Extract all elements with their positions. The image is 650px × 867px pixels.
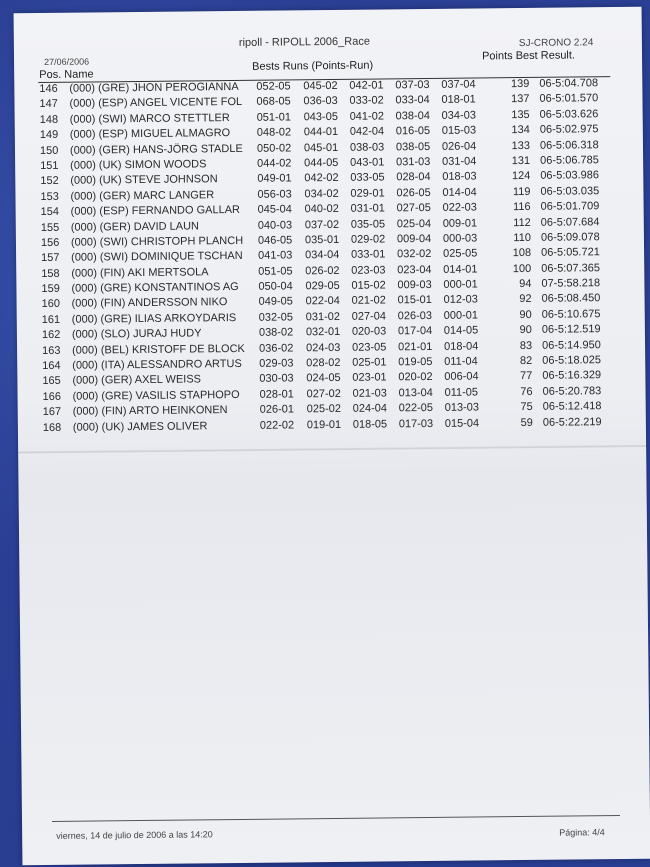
- cell-name: (000) (FIN) AKI MERTSOLA: [71, 265, 209, 280]
- cell-run-4: 009-04: [396, 232, 432, 246]
- cell-points: 59: [520, 416, 533, 429]
- cell-points: 90: [519, 324, 532, 337]
- cell-best-result: 06-5:05.721: [541, 246, 600, 260]
- cell-run-3: 015-02: [351, 279, 386, 292]
- cell-best-result: 06-5:12.519: [541, 323, 601, 337]
- cell-run-4: 025-04: [396, 217, 432, 230]
- cell-run-1: 056-03: [257, 188, 292, 201]
- cell-run-3: 033-05: [350, 171, 385, 185]
- cell-run-1: 026-01: [259, 403, 295, 416]
- cell-run-2: 034-02: [304, 187, 339, 201]
- cell-run-3: 038-03: [349, 140, 385, 154]
- cell-name: (000) (ESP) MIGUEL ALMAGRO: [69, 127, 231, 141]
- cell-run-5: 014-04: [442, 186, 477, 199]
- cell-run-3: 021-02: [351, 294, 386, 308]
- cell-best-result: 06-5:02.975: [539, 123, 599, 136]
- cell-position: 167: [42, 406, 62, 419]
- cell-run-3: 024-04: [352, 402, 388, 415]
- cell-run-1: 052-05: [256, 80, 291, 93]
- cell-run-4: 022-05: [398, 402, 434, 415]
- cell-run-3: 033-02: [349, 94, 384, 108]
- cell-run-5: 000-03: [442, 232, 478, 245]
- cell-run-1: 050-02: [256, 141, 292, 155]
- cell-name: (000) (GER) MARC LANGER: [70, 188, 215, 203]
- cell-run-4: 016-05: [395, 125, 431, 138]
- cell-best-result: 06-5:01.570: [539, 92, 599, 106]
- cell-name: (000) (GRE) VASILIS STAPHOPO: [72, 388, 240, 403]
- cell-position: 154: [40, 205, 60, 219]
- cell-points: 77: [520, 370, 533, 383]
- cell-best-result: 06-5:04.708: [539, 77, 599, 90]
- cell-points: 108: [512, 247, 532, 260]
- cell-best-result: 06-5:08.450: [541, 292, 601, 306]
- cell-name: (000) (ESP) ANGEL VICENTE FOL: [69, 96, 243, 111]
- cell-points: 92: [519, 293, 532, 306]
- cell-name: (000) (FIN) ANDERSSON NIKO: [71, 296, 228, 311]
- cell-run-2: 034-04: [305, 249, 340, 262]
- cell-position: 151: [40, 159, 59, 172]
- cell-run-4: 013-04: [398, 386, 433, 400]
- cell-run-2: 036-03: [303, 95, 338, 108]
- cell-name: (000) (GER) HANS-JÖRG STADLE: [69, 142, 243, 157]
- cell-run-4: 033-04: [395, 94, 430, 107]
- cell-run-2: 045-01: [303, 141, 339, 154]
- cell-points: 94: [519, 277, 532, 291]
- cell-best-result: 06-5:03.035: [540, 184, 600, 198]
- cell-run-2: 042-02: [304, 172, 339, 185]
- cell-best-result: 06-5:06.785: [540, 154, 599, 167]
- page-number: Página: 4/4: [559, 827, 605, 838]
- cell-position: 156: [40, 236, 60, 249]
- cell-position: 150: [39, 144, 59, 157]
- cell-run-2: 028-02: [306, 356, 341, 370]
- cell-run-5: 009-01: [442, 216, 478, 230]
- cell-points: 90: [519, 308, 532, 321]
- cell-run-2: 044-05: [304, 156, 339, 170]
- cell-run-3: 023-01: [352, 371, 387, 385]
- cell-run-1: 040-03: [257, 218, 293, 232]
- cell-run-4: 026-05: [396, 186, 431, 200]
- cell-run-2: 024-03: [306, 341, 341, 354]
- cell-run-3: 035-05: [350, 217, 386, 231]
- cell-run-5: 018-03: [442, 170, 477, 184]
- cell-run-2: 026-02: [305, 264, 340, 277]
- cell-name: (000) (SWI) CHRISTOPH PLANCH: [70, 234, 244, 249]
- cell-run-1: 022-02: [259, 418, 295, 432]
- cell-run-1: 045-04: [257, 203, 292, 216]
- cell-run-3: 018-05: [352, 418, 388, 431]
- cell-points: 110: [513, 231, 531, 244]
- cell-run-1: 028-01: [259, 388, 294, 401]
- cell-points: 112: [513, 216, 531, 229]
- cell-position: 159: [41, 282, 60, 296]
- cell-best-result: 06-5:20.783: [542, 384, 602, 398]
- cell-best-result: 06-5:06.318: [539, 138, 599, 152]
- cell-run-2: 040-02: [304, 203, 339, 216]
- cell-run-4: 017-04: [397, 325, 433, 338]
- paper-fold: [18, 445, 646, 455]
- cell-run-1: 068-05: [256, 95, 291, 109]
- cell-run-5: 015-03: [441, 124, 477, 138]
- cell-points: 100: [512, 262, 532, 275]
- cell-run-5: 014-01: [443, 263, 478, 276]
- cell-run-5: 011-04: [444, 355, 478, 368]
- cell-points: 134: [511, 124, 530, 137]
- cell-best-result: 06-5:18.025: [542, 354, 602, 367]
- cell-name: (000) (SWI) MARCO STETTLER: [69, 111, 230, 126]
- cell-position: 155: [40, 221, 60, 234]
- cell-name: (000) (GRE) JHON PEROGIANNA: [69, 80, 239, 95]
- cell-run-4: 023-04: [397, 263, 432, 276]
- cell-run-2: 029-05: [305, 279, 340, 293]
- cell-run-3: 033-01: [351, 248, 386, 262]
- cell-run-1: 041-03: [258, 249, 293, 263]
- cell-run-3: 023-03: [351, 264, 386, 277]
- cell-best-result: 06-5:16.329: [542, 369, 602, 383]
- cell-run-1: 030-03: [259, 372, 294, 386]
- cell-run-4: 019-05: [398, 355, 433, 369]
- cell-run-3: 021-03: [352, 387, 387, 400]
- cell-position: 164: [42, 359, 61, 373]
- cell-run-2: 045-02: [303, 79, 338, 93]
- cell-run-2: 027-02: [306, 387, 341, 401]
- cell-run-5: 018-01: [441, 93, 476, 107]
- cell-run-5: 000-01: [443, 278, 478, 291]
- cell-position: 168: [42, 421, 62, 434]
- cell-run-3: 029-01: [350, 187, 385, 200]
- cell-run-4: 020-02: [398, 371, 433, 384]
- cell-run-5: 012-03: [443, 293, 478, 307]
- cell-points: 116: [513, 201, 531, 214]
- cell-run-5: 026-04: [441, 140, 477, 153]
- cell-name: (000) (GER) DAVID LAUN: [70, 219, 200, 234]
- cell-name: (000) (BEL) KRISTOFF DE BLOCK: [72, 342, 245, 357]
- results-table: [39, 77, 623, 437]
- cell-position: 152: [40, 175, 59, 188]
- cell-run-5: 006-04: [444, 370, 479, 384]
- cell-best-result: 06-5:07.684: [540, 215, 600, 229]
- cell-name: (000) (UK) JAMES OLIVER: [72, 419, 208, 434]
- cell-run-3: 029-02: [350, 233, 386, 246]
- cell-position: 153: [40, 190, 59, 203]
- cell-run-3: 042-04: [349, 125, 385, 138]
- cell-name: (000) (ITA) ALESSANDRO ARTUS: [72, 357, 242, 372]
- cell-run-4: 028-04: [396, 171, 431, 184]
- cell-position: 162: [41, 329, 61, 342]
- cell-run-5: 037-04: [441, 78, 476, 91]
- software-version: SJ-CRONO 2.24: [518, 37, 594, 50]
- cell-run-5: 015-04: [444, 417, 480, 430]
- cell-run-1: 046-05: [257, 234, 293, 247]
- cell-run-1: 051-05: [258, 265, 293, 278]
- cell-run-2: 035-01: [304, 233, 340, 247]
- cell-position: 163: [42, 344, 61, 357]
- cell-points: 137: [511, 93, 530, 106]
- cell-run-2: 025-02: [306, 403, 342, 416]
- cell-run-1: 029-03: [259, 357, 294, 370]
- cell-run-2: 032-01: [305, 326, 341, 339]
- document-date: 27/06/2006: [44, 56, 90, 67]
- cell-run-3: 031-01: [350, 202, 385, 215]
- cell-run-1: 036-02: [259, 342, 294, 355]
- cell-run-1: 050-04: [258, 280, 293, 293]
- cell-run-1: 038-02: [258, 326, 294, 340]
- cell-name: (000) (GRE) KONSTANTINOS AG: [71, 281, 239, 295]
- cell-run-5: 000-01: [443, 309, 479, 322]
- cell-points: 76: [520, 385, 533, 398]
- cell-run-4: 031-03: [396, 155, 431, 169]
- cell-best-result: 07-5:58.218: [541, 277, 601, 290]
- cell-run-1: 049-05: [258, 295, 293, 309]
- print-timestamp: viernes, 14 de julio de 2006 a las 14:20: [56, 829, 213, 841]
- cell-points: 133: [511, 139, 531, 152]
- cell-best-result: 06-5:03.626: [539, 107, 599, 121]
- cell-position: 149: [39, 129, 59, 142]
- cell-best-result: 06-5:03.986: [540, 169, 600, 183]
- cell-name: (000) (UK) STEVE JOHNSON: [70, 173, 218, 188]
- cell-best-result: 06-5:09.078: [540, 231, 600, 244]
- cell-run-5: 022-03: [442, 201, 477, 214]
- cell-run-4: 026-03: [397, 309, 433, 323]
- cell-run-3: 025-01: [352, 356, 387, 369]
- cell-run-2: 031-02: [305, 310, 341, 324]
- document-title: ripoll - RIPOLL 2006_Race: [238, 35, 370, 49]
- cell-run-4: 038-04: [395, 109, 430, 123]
- cell-run-4: 032-02: [397, 248, 432, 261]
- cell-run-4: 038-05: [395, 140, 431, 153]
- results-sheet: [14, 7, 650, 866]
- cell-name: (000) (UK) SIMON WOODS: [70, 158, 207, 172]
- cell-run-4: 017-03: [398, 417, 434, 430]
- cell-position: 157: [41, 252, 60, 265]
- cell-run-5: 018-04: [444, 340, 479, 353]
- cell-position: 146: [39, 82, 58, 96]
- cell-best-result: 06-5:12.418: [542, 400, 602, 413]
- cell-best-result: 06-5:10.675: [541, 308, 601, 321]
- cell-run-3: 041-02: [349, 110, 384, 123]
- cell-run-3: 027-04: [351, 310, 387, 323]
- cell-run-2: 043-05: [303, 110, 338, 124]
- cell-run-5: 013-03: [444, 401, 480, 415]
- footer-divider: [52, 815, 620, 822]
- cell-points: 139: [510, 77, 530, 91]
- cell-name: (000) (ESP) FERNANDO GALLAR: [70, 204, 241, 218]
- cell-position: 158: [41, 267, 60, 280]
- cell-points: 131: [511, 154, 531, 168]
- cell-name: (000) (SLO) JURAJ HUDY: [71, 327, 202, 341]
- cell-run-4: 027-05: [396, 202, 431, 215]
- cell-run-2: 022-04: [305, 295, 340, 308]
- cell-position: 165: [42, 375, 61, 388]
- cell-run-2: 037-02: [304, 218, 340, 231]
- cell-position: 147: [39, 98, 58, 111]
- cell-run-3: 043-01: [350, 156, 385, 169]
- cell-run-2: 044-01: [303, 126, 339, 139]
- cell-name: (000) (GRE) ILIAS ARKOYDARIS: [71, 311, 237, 326]
- cell-run-2: 024-05: [306, 372, 341, 385]
- cell-best-result: 06-5:01.709: [540, 200, 600, 213]
- cell-name: (000) (GER) AXEL WEISS: [72, 373, 202, 388]
- cell-run-3: 020-03: [351, 325, 387, 339]
- cell-best-result: 06-5:07.365: [541, 261, 601, 275]
- column-header-pos-name: Pos. Name: [39, 68, 94, 82]
- cell-run-3: 042-01: [349, 79, 384, 92]
- cell-points: 75: [520, 401, 533, 414]
- cell-run-5: 025-05: [443, 247, 478, 261]
- cell-run-5: 034-03: [441, 109, 476, 122]
- cell-points: 83: [519, 339, 533, 352]
- cell-run-1: 048-02: [256, 126, 292, 139]
- cell-run-1: 044-02: [257, 157, 292, 170]
- cell-best-result: 06-5:14.950: [542, 338, 601, 352]
- column-header-points-best: Points Best Result.: [481, 49, 576, 63]
- cell-points: 82: [519, 354, 533, 368]
- cell-position: 160: [41, 298, 61, 311]
- cell-run-3: 023-05: [352, 341, 387, 354]
- cell-run-4: 009-03: [397, 279, 432, 292]
- column-header-bests-runs: Bests Runs (Points-Run): [252, 59, 374, 73]
- cell-run-4: 037-03: [395, 78, 430, 92]
- cell-run-1: 049-01: [257, 172, 292, 186]
- cell-points: 124: [511, 170, 531, 183]
- cell-name: (000) (SWI) DOMINIQUE TSCHAN: [71, 250, 243, 265]
- cell-run-5: 014-05: [443, 324, 479, 338]
- cell-run-1: 032-05: [258, 311, 294, 324]
- cell-position: 148: [39, 113, 59, 126]
- cell-run-5: 011-05: [444, 386, 479, 399]
- cell-position: 166: [42, 390, 61, 403]
- cell-best-result: 06-5:22.219: [542, 415, 602, 429]
- cell-points: 119: [512, 185, 531, 198]
- cell-name: (000) (FIN) ARTO HEINKONEN: [72, 404, 228, 418]
- cell-run-4: 021-01: [398, 340, 433, 353]
- cell-position: 161: [41, 313, 61, 326]
- cell-run-1: 051-01: [256, 111, 291, 124]
- cell-run-5: 031-04: [442, 155, 477, 168]
- cell-run-2: 019-01: [306, 418, 342, 431]
- cell-run-4: 015-01: [397, 294, 432, 307]
- cell-points: 135: [511, 108, 530, 121]
